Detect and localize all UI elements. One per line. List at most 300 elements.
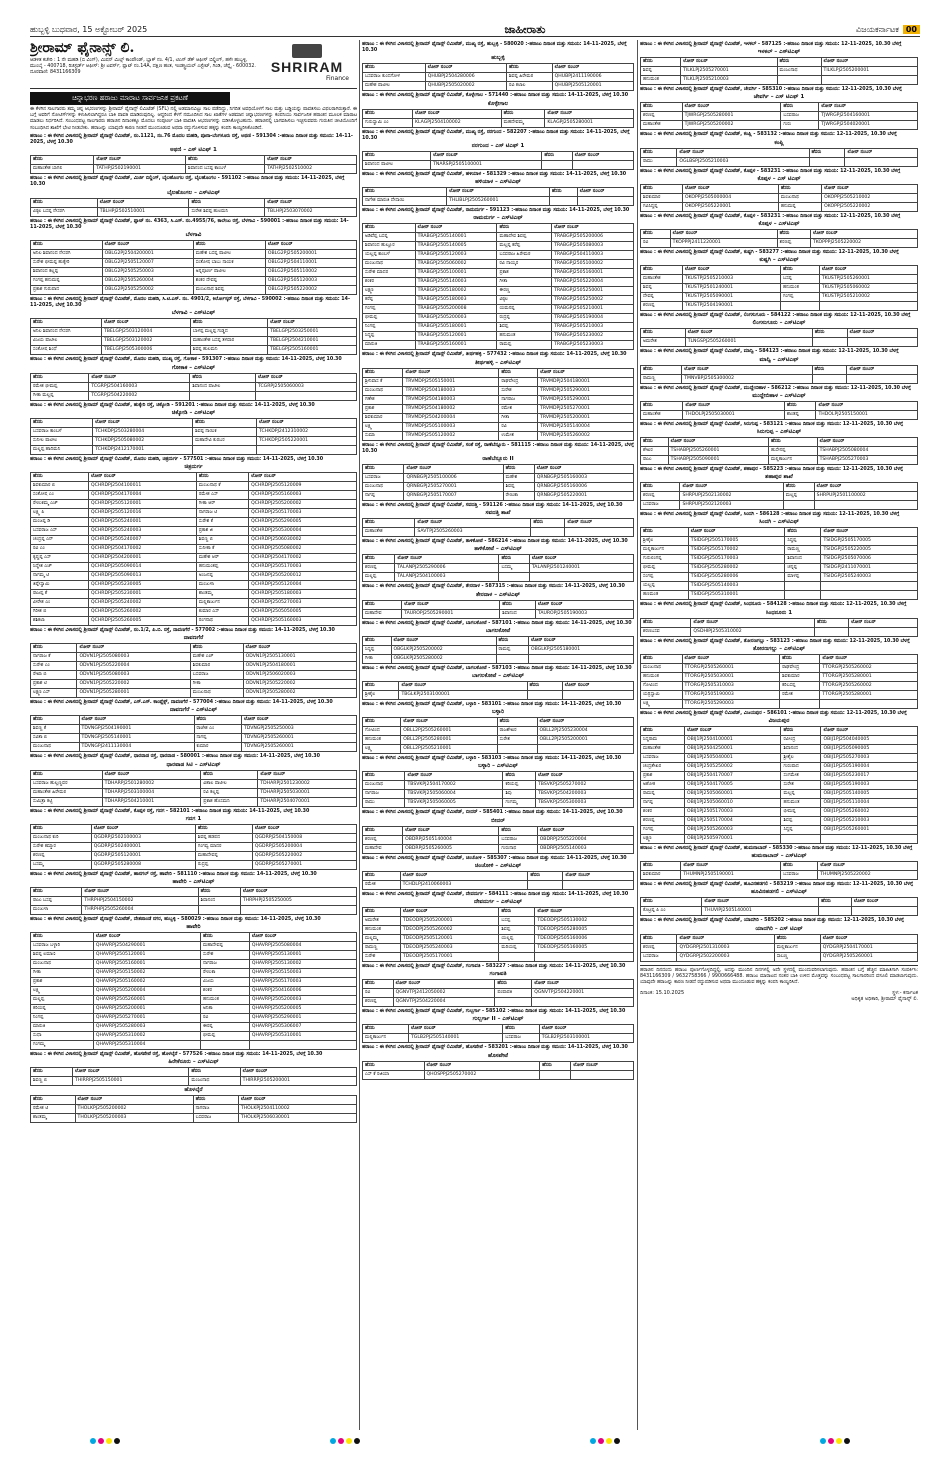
loan-number-cell: TCGRPJ2504220002 [89, 391, 190, 400]
loan-number-cell: TSIDGPJ2505170002 [688, 546, 785, 555]
borrower-name-cell: ಲಕ್ಷ್ಮಣ ಎಸ್ [31, 689, 77, 698]
table-row [31, 250, 357, 259]
loan-number-cell: TRVMDPJ2505290001 [538, 395, 634, 404]
loan-number-cell: QHAVRPJ2505080004 [249, 942, 356, 951]
loan-number-cell: QCHRDPJ2505050005 [249, 608, 357, 617]
loan-number-cell: TRABGPJ2505200006 [552, 233, 634, 242]
column-header: ಲೋನ್ ನಂಬರ್ [552, 64, 633, 73]
loan-number-cell: TTORGPJ2505260002 [820, 663, 918, 672]
loan-number-cell: QYDGRPJ2505260001 [820, 952, 917, 961]
auction-notice: ಹರಾಜು : ಈ ಕೆಳಗಿನ ವಿಳಾಸದಲ್ಲಿ ಶ್ರೀರಾಮ್ ಫೈನಾನ್ಸ್ ಲಿಮಿಟೆಡ್, ಚಿಂಚೋಳಿ - 585307 :-ಹರಾಜು ದಿನಾಂಕ ಮತ್ತು ಸಮಯ: 14-11-2025, ಬೆಳಗ್ಗೆ 10.30 [362, 855, 627, 861]
column-header: ಲೋನ್ ನಂಬರ್ [847, 329, 917, 338]
auction-notice: ಹರಾಜು : ಈ ಕೆಳಗಿನ ವಿಳಾಸದಲ್ಲಿ ಶ್ರೀರಾಮ್ ಫೈನಾನ್ಸ್ ಲಿಮಿಟೆಡ್, ವಿಜಯಪುರ - 586101 :-ಹರಾಜು ದಿನಾಂಕ ಮತ್ತು ಸಮಯ: 12-11-2025, 10.30 ಬೆಳಗ್ಗೆ [640, 710, 907, 716]
column-header: ಲೋನ್ ನಂಬರ್ [408, 1025, 502, 1034]
column-header: ಹೆಸರು [499, 368, 538, 377]
table-row [31, 842, 357, 851]
loan-number-cell: QCHRDPJ2505120001 [89, 500, 197, 509]
column-header: ಹೆಸರು [31, 1068, 73, 1077]
borrower-name-cell: ಅನಿತಾ [200, 1005, 249, 1014]
table-row [31, 581, 357, 590]
borrower-name-cell: ಶಿವಾನಂದ ಪಾಟೀಲ [190, 382, 256, 391]
loan-number-cell: OKOPPJ2505220001 [683, 202, 779, 211]
borrower-name-cell: ರವಿ [200, 1014, 249, 1023]
loan-number-cell: ODVN1PJ2506020003 [243, 671, 356, 680]
borrower-name-cell [549, 197, 577, 206]
borrower-name-cell: ಬಸವರಾಜ [641, 501, 680, 510]
loan-number-cell: TLNGSPJ2505260001 [685, 338, 812, 347]
column-header: ಲೋನ್ ನಂಬರ್ [822, 184, 918, 193]
table-row [641, 835, 918, 844]
borrower-name-cell: ನಾಗಪ್ಪ [641, 799, 685, 808]
signoff [640, 990, 918, 1002]
table-row [641, 76, 918, 85]
column-header: ಹೆಸರು [31, 418, 93, 427]
table-row [641, 302, 918, 311]
auction-notice: ಹರಾಜು : ಈ ಕೆಳಗಿನ ವಿಳಾಸದಲ್ಲಿ ಶ್ರೀರಾಮ್ ಫೈನಾನ್ಸ್ ಲಿಮಿಟೆಡ್, ಹೊಸಪೇಟೆ - 583201 :-ಹರಾಜು ದಿನಾಂಕ ಮತ್ತು ಸಮಯ: 14-11-2025, ಬೆಳಗ್ಗೆ 10.30 [362, 1045, 628, 1051]
column-header: ಲೋನ್ ನಂಬರ್ [91, 824, 195, 833]
column-header: ಹೆಸರು [503, 1025, 539, 1034]
table-row [641, 736, 918, 745]
loan-number-cell: TRABGPJ2505080003 [552, 242, 634, 251]
loan-table [640, 148, 918, 167]
loan-number-cell: TGLB2PJ2505140001 [408, 1034, 502, 1043]
column-header: ಹೆಸರು [531, 519, 565, 528]
column-header: ಹೆಸರು [641, 365, 682, 374]
loan-number-cell: QCHRDPJ2505300004 [249, 527, 357, 536]
loan-number-cell: QGDRPJ2504150008 [252, 833, 356, 842]
branch-title: ಹಾವೇರಿ – ಎಸ್‌ಟಿಎಫ್ [172, 879, 215, 886]
loan-number-cell: QGDRPJ2505220002 [252, 851, 356, 860]
loan-number-cell [565, 528, 634, 537]
borrower-name-cell: ರವೀಂದ್ರ [781, 736, 821, 745]
column-header: ಹೆಸರು [641, 528, 689, 537]
branch-title: ತೇರದಾಳ – ಎಸ್‌ಟಿಎಫ್ [475, 591, 521, 598]
column-header: ಲೋನ್ ನಂಬರ್ [535, 908, 634, 917]
borrower-name-cell: ಹಣಮಂತ [641, 591, 689, 600]
loan-number-cell [528, 654, 633, 663]
branch-title: ಕಂಪ್ಲಿ [774, 139, 784, 146]
borrower-name-cell: ಮಂಜುನಾಥ [31, 743, 80, 752]
table-row [31, 1032, 357, 1041]
loan-number-cell: TRVMDPJ2504200004 [403, 413, 499, 422]
column-header: ಹೆಸರು [499, 555, 529, 564]
page-number: 00 [903, 25, 920, 34]
column-header: ಹೆಸರು [812, 329, 847, 338]
borrower-name-cell: ಮಂಜುನಾಥ [190, 689, 243, 698]
truck-icon [292, 44, 322, 58]
loan-number-cell: QCHRDPJ2504170002 [89, 545, 197, 554]
branch-title: ಅಥಣಿ – ಎಸ್ ಟಿಎಫ್ 1 [170, 147, 217, 154]
loan-number-cell: TRABGPJ2505210003 [552, 323, 634, 332]
auction-notice: ಹರಾಜು : ಈ ಕೆಳಗಿನ ವಿಳಾಸದಲ್ಲಿ ಶ್ರೀರಾಮ್ ಫೈನಾನ್ಸ್ ಲಿಮಿಟೆಡ್, ಮುಖ್ಯ ರಸ್ತೆ, ಹುಬ್ಬಳ್ಳಿ - 580020 :-ಹರಾಜು ದಿನಾಂಕ ಮತ್ತು ಸಮಯ: 14-11-2025, ಬೆಳಗ್ಗೆ 10.30 [362, 42, 627, 54]
table-header-row [363, 188, 634, 197]
loan-number-cell: QHAVRPJ2505130002 [249, 960, 356, 969]
table-header-row [31, 241, 357, 250]
branch-title: ಸಿರುಗುಪ್ಪ – ಎಸ್‌ಟಿಎಫ್ [756, 429, 802, 436]
borrower-name-cell: ರಾಮಣ್ಣ [641, 374, 682, 383]
column-header: ಹೆಸರು [549, 188, 577, 197]
borrower-name-cell: ಸಂತೋಷ ಬಾಬು ನಾಯಕ [193, 259, 265, 268]
branch-title: ಚಿತ್ರದುರ್ಗ [184, 464, 203, 471]
table-row [641, 275, 918, 284]
branch-title: ಬೈಲಹೊಂಗಲ – ಎಸ್‌ಟಿಎಫ್ [167, 189, 220, 196]
loan-number-cell: OBIJ1PJ2504170007 [685, 772, 781, 781]
table-row [641, 754, 918, 763]
borrower-name-cell: ರಮೇಶ [780, 690, 820, 699]
loan-table [362, 151, 634, 170]
branch-title: ದಾವಣಗೆರೆ – ಎಸ್‌ಟಿಎಫ್ [169, 707, 218, 714]
borrower-name-cell: ಮಹಾಂತೇಶ [641, 410, 683, 419]
auction-notice: ಹರಾಜು : ಈ ಕೆಳಗಿನ ವಿಳಾಸದಲ್ಲಿ ಶ್ರೀರಾಮ್ ಫೈನಾನ್ಸ್ ಲಿಮಿಟೆಡ್, ಸಿಂದಗಿ - 586128 :-ಹರಾಜು ದಿನಾಂಕ ಮತ್ತು ಸಮಯ: 12-11-2025, 10.30 ಬೆಳಗ್ಗೆ [640, 512, 900, 518]
borrower-name-cell: ಅಮರೇಶ [641, 338, 686, 347]
borrower-name-cell: ಕುಮಾರ ಎಸ್ [196, 608, 248, 617]
loan-number-cell: OBIJ1PJ2505190003 [821, 781, 918, 790]
company-header [30, 40, 357, 89]
loan-number-cell: TBSVKPJ2505270002 [536, 781, 634, 790]
column-header: ಲೋನ್ ನಂಬರ್ [702, 898, 819, 907]
table-row [641, 943, 918, 952]
column-header: ಹೆಸರು [542, 152, 572, 161]
column-header: ಹೆಸರು [190, 644, 243, 653]
loan-number-cell: OBIJ1PJ2505260001 [821, 826, 918, 835]
column-header: ಹೆಸರು [31, 770, 103, 779]
borrower-name-cell: ನಾಗರಾಜ ಕೆ [31, 653, 77, 662]
borrower-name-cell: ಮಹೇಶ ಪಾಟೀಲ [363, 82, 426, 91]
loan-number-cell: TRVMDPJ2505120002 [403, 431, 499, 440]
loan-number-cell: OBLG2PJ2504110001 [265, 259, 356, 268]
borrower-name-cell: ಮಹೇಶ ಎಚ್ [190, 653, 243, 662]
column-header: ಹೆಸರು [189, 198, 265, 207]
loan-number-cell: OBIJ1PJ2505970001 [685, 835, 781, 844]
loan-number-cell: KLAGPJ2505280001 [545, 118, 634, 127]
loan-number-cell: TJWRGPJ2505280001 [682, 112, 781, 121]
table-header-row [363, 682, 634, 691]
column-divider [637, 40, 638, 1430]
loan-table [30, 932, 357, 1050]
borrower-name-cell [781, 835, 821, 844]
borrower-name-cell: ಶಾಂತಮ್ಮ [31, 1114, 76, 1123]
auction-notice: ಹರಾಜು : ಈ ಕೆಳಗಿನ ವಿಳಾಸದಲ್ಲಿ ಶ್ರೀರಾಮ್ ಫೈನಾನ್ಸ್ ಲಿಮಿಟೆಡ್, ಶಹಾಪುರ - 585223 :-ಹರಾಜು ದಿನಾಂಕ ಮತ್ತು ಸಮಯ: 12-11-2025, 10.30 ಬೆಳಗ್ಗೆ [640, 467, 903, 473]
table-row [31, 391, 357, 400]
loan-number-cell [814, 501, 917, 510]
borrower-name-cell: ಈರಣ್ಣ [497, 287, 552, 296]
borrower-name-cell: ಶಿವಾನಂದ ಪಾಟೀಲ [363, 161, 431, 170]
loan-number-cell: ODVN1PJ2505080003 [77, 653, 190, 662]
table-row [31, 833, 357, 842]
borrower-name-cell: ರವಿ [641, 239, 671, 248]
loan-number-cell: QGNVTPJ2504220004 [393, 998, 495, 1007]
loan-number-cell [562, 691, 633, 700]
loan-number-cell: TDEODPJ2505200001 [400, 917, 499, 926]
loan-number-cell: THRPHPJ2505260004 [82, 906, 198, 915]
table-row [31, 951, 357, 960]
column-header: ಹೆಸರು [186, 156, 265, 165]
borrower-name-cell: ಶಂಕರ [200, 987, 249, 996]
loan-table [30, 643, 357, 698]
table-row [31, 346, 357, 355]
borrower-name-cell: ಗುರುನಾಥ [499, 844, 537, 853]
loan-number-cell: TBELGPJ2503250001 [268, 328, 357, 337]
loan-number-cell: TSIDGPJ2505220005 [821, 546, 918, 555]
borrower-name-cell: ಬಸವರಾಜ [781, 112, 819, 121]
borrower-name-cell: ಶಿವಪ್ಪ ಲಮಾಣಿ [31, 951, 94, 960]
borrower-name-cell: ನಾಗೇಶ ಮಾರುತಿ ದೇಸಾಯಿ [363, 197, 447, 206]
loan-number-cell [847, 374, 918, 383]
loan-number-cell: QCHRDPJ2504170002 [249, 554, 357, 563]
loan-number-cell: QHUBPJ2411190006 [552, 73, 633, 82]
column-header: ಹೆಸರು [195, 824, 252, 833]
column-header: ಲೋನ್ ನಂಬರ್ [431, 152, 542, 161]
column-header: ಹೆಸರು [363, 980, 394, 989]
column-header: ಹೆಸರು [363, 600, 402, 609]
table-header-row [641, 862, 918, 871]
table-row [363, 197, 634, 206]
branch-title: ಕೊಪ್ಪಳ – ಎಸ್‌ಟಿಎಫ್ [758, 221, 800, 228]
loan-number-cell: SAVTPJ2505260003 [415, 528, 531, 537]
table-header-row [641, 329, 918, 338]
branch-title: ದಾವಣಗೆರೆ [183, 635, 204, 642]
borrower-name-cell: ಕರಿಬಸಪ್ಪ [780, 681, 820, 690]
auction-notice: ಹರಾಜು : ಈ ಕೆಳಗಿನ ವಿಳಾಸದಲ್ಲಿ ಶ್ರೀರಾಮ್ ಫೈನಾನ್ಸ್ ಲಿಮಿಟೆಡ್, ಕಂಪ್ಲಿ - 583132 :-ಹರಾಜು ದಿನಾಂಕ ಮತ್ತು ಸಮಯ: 12-11-2025, 10.30 ಬೆಳಗ್ಗೆ [640, 132, 897, 138]
borrower-name-cell: ಮಂಜುಳಾ [196, 581, 248, 590]
column-header: ಲೋನ್ ನಂಬರ್ [821, 58, 917, 67]
borrower-name-cell: ಮಹೇಶ ಬಸಪ್ಪ ಪಾಟೀಲ [193, 250, 265, 259]
loan-number-cell: QCHRDPJ2505180003 [249, 590, 357, 599]
table-row [641, 374, 918, 383]
borrower-name-cell: ಹನುಮಂತ [200, 996, 249, 1005]
borrower-name-cell: ರಮೇಶ ಭೀಮಪ್ಪ [31, 382, 89, 391]
borrower-name-cell: ಹನುಮಂತ [781, 799, 821, 808]
loan-table [362, 907, 634, 962]
borrower-name-cell: ಹನುಮಂತ [641, 76, 681, 85]
borrower-name-cell: ನಾಗರಾಜ [193, 1105, 238, 1114]
loan-number-cell: TRVMDPJ2505200001 [538, 413, 634, 422]
loan-number-cell: OBIJ1PJ2505060001 [685, 790, 781, 799]
loan-number-cell: QYDGRPJ2502200003 [677, 952, 774, 961]
table-row [641, 293, 918, 302]
table-row [31, 165, 357, 174]
loan-number-cell: TDEODPJ2505130002 [535, 917, 634, 926]
loan-number-cell: TTORGPJ2505260001 [682, 663, 780, 672]
column-header: ಲೋನ್ ನಂಬರ್ [102, 241, 193, 250]
table-row [641, 790, 918, 799]
loan-number-cell: QGDRPJ2502400001 [91, 842, 195, 851]
table-row [641, 781, 918, 790]
column-header: ಲೋನ್ ನಂಬರ್ [817, 438, 917, 447]
column-header: ಲೋನ್ ನಂಬರ್ [424, 1061, 540, 1070]
column-header: ಹೆಸರು [814, 618, 848, 627]
loan-number-cell: QCHRDPJ2505120016 [89, 509, 197, 518]
header-masthead [690, 25, 920, 35]
black-dot [844, 1438, 850, 1444]
borrower-name-cell: ಹನುಮಂತ [363, 736, 401, 745]
auction-notice: ಹರಾಜು : ಈ ಕೆಳಗಿನ ವಿಳಾಸದಲ್ಲಿ ಶ್ರೀರಾಮ್ ಫೈನಾನ್ಸ್ ಲಿಮಿಟೆಡ್, ಸಿರುಗುಪ್ಪ - 583121 :-ಹರಾಜು ದಿನಾಂಕ ಮತ್ತು ಸಮಯ: 12-11-2025, 10.30 ಬೆಳಗ್ಗೆ [640, 421, 903, 427]
column-header: ಹೆಸರು [641, 329, 686, 338]
column-header: ಹೆಸರು [31, 888, 82, 897]
loan-table [362, 109, 634, 128]
borrower-name-cell: ಮಂಜುನಾಥ [777, 67, 821, 76]
table-row [363, 844, 634, 853]
column-header: ಹೆಸರು [189, 1068, 240, 1077]
loan-number-cell [537, 745, 634, 754]
column-header: ಹೆಸರು [641, 438, 669, 447]
column-header: ಲೋನ್ ನಂಬರ್ [529, 555, 633, 564]
borrower-name-cell: ಗೀತಾ [499, 413, 538, 422]
borrower-name-cell: ಭೀಮಪ್ಪ [200, 1032, 249, 1041]
loan-number-cell: TKUSTPJ2505060002 [819, 284, 917, 293]
loan-number-cell: TSHABPJ2505260001 [668, 447, 768, 456]
borrower-name-cell: ಮಹಾಂತೇಶ [641, 745, 685, 754]
borrower-name-cell: ಬಸವರಾಜ [363, 474, 404, 483]
table-row [641, 338, 918, 347]
column-header: ಹೆಸರು [781, 103, 819, 112]
column-header: ಲೋನ್ ನಂಬರ್ [821, 727, 918, 736]
loan-number-cell: TCHKDPJ2503280004 [93, 427, 193, 436]
table-row [641, 284, 918, 293]
borrower-name-cell: ಬಸವರಾಜ ಕಾಂಬಳೆ [31, 427, 93, 436]
borrower-name-cell [540, 1070, 571, 1079]
column-header: ಲೋನ್ ನಂಬರ್ [400, 908, 499, 917]
loan-number-cell: OBIJ1PJ2504170005 [685, 781, 781, 790]
borrower-name-cell: ಗಂಗಮ್ಮ [503, 799, 536, 808]
table-header-row [641, 934, 918, 943]
column-header: ಲೋನ್ ನಂಬರ್ [75, 1096, 193, 1105]
loan-number-cell: TALANPJ2501240001 [529, 564, 633, 573]
column-header: ಲೋನ್ ನಂಬರ್ [412, 109, 501, 118]
column-header: ಹೆಸರು [641, 654, 683, 663]
table-row [31, 779, 357, 788]
table-row [363, 323, 634, 332]
loan-number-cell: QHAVRPJ2505306007 [249, 1023, 356, 1032]
loan-number-cell: QCHRDPJ2505270003 [249, 599, 357, 608]
borrower-name-cell: ಲಕ್ಷ್ಮಣ [641, 835, 685, 844]
loan-number-cell: TRABGPJ2505220004 [552, 278, 634, 287]
loan-number-cell: SHRPUPJ2502130002 [680, 492, 783, 501]
loan-number-cell: OBIJ1PJ2504250001 [685, 745, 781, 754]
column-header: ಲೋನ್ ನಂಬರ್ [577, 188, 633, 197]
loan-number-cell: OBLG2PJ2505110002 [265, 268, 356, 277]
branch-title: ತೋರಣಗಲ್ಲು – ಎಸ್‌ಟಿಎಫ್ [752, 645, 806, 652]
borrower-name-cell: ಮಲ್ಲಮ್ಮ [363, 935, 401, 944]
branch-title: ಮಾನ್ವಿ – ಎಸ್‌ಟಿಎಫ್ [759, 356, 799, 363]
auction-notice: ಹರಾಜು : ಈ ಕೆಳಗಿನ ವಿಳಾಸದಲ್ಲಿ ಶ್ರೀರಾಮ್ ಫೈನಾನ್ಸ್ ಲಿಮಿಟೆಡ್, ಮುದ್ದೇಬಿಹಾಳ - 586212 :-ಹರಾಜು ದಿನಾಂಕ ಮತ್ತು ಸಮಯ: 12-11-2025, 10.30 ಬೆಳಗ್ಗೆ [640, 385, 911, 391]
loan-number-cell: QCHRDPJ2505240007 [89, 536, 197, 545]
borrower-name-cell: ಶಿವಪ್ಪ ನಾಯಿಕ [193, 427, 257, 436]
borrower-name-cell: ಶಿವಪ್ಪ [641, 67, 681, 76]
table-row [641, 663, 918, 672]
auction-notice: ಹರಾಜು : ಈ ಕೆಳಗಿನ ವಿಳಾಸದಲ್ಲಿ ಶ್ರೀರಾಮ್ ಫೈನಾನ್ಸ್ ಲಿಮಿಟೆಡ್, ಸಿಂಧನೂರು - 584128 :-ಹರಾಜು ದಿನಾಂಕ ಮತ್ತು ಸಮಯ: 12-11-2025, 10.30 ಬೆಳಗ್ಗೆ [640, 602, 907, 608]
table-header-row [363, 109, 634, 118]
table-header-row [641, 365, 918, 374]
column-header: ಲೋನ್ ನಂಬರ್ [89, 373, 190, 382]
borrower-name-cell [812, 374, 847, 383]
loan-number-cell: TSHABPJ2505090001 [668, 456, 768, 465]
auction-notice: ಹರಾಜು : ಈ ಕೆಳಗಿನ ವಿಳಾಸದಲ್ಲಿ ಶ್ರೀರಾಮ್ ಫೈನಾನ್ಸ್ ಲಿಮಿಟೆಡ್, ದೇಶಪಾಂಡೆ ನಗರ, ಹುಬ್ಬಳ್ಳಿ - 580029 :-ಹರಾಜು ದಿನಾಂಕ ಮತ್ತು ಸಮಯ: 14-11-2025, ಬೆಳಗ್ಗೆ 10.30 [30, 917, 321, 923]
column-header: ಲೋನ್ ನಂಬರ್ [265, 156, 357, 165]
borrower-name-cell: ಸಂಗಮೇಶ [781, 772, 821, 781]
loan-number-cell: TSIDGPJ2505170005 [688, 537, 785, 546]
column-header: ಹೆಸರು [641, 58, 681, 67]
column-header: ಹೆಸರು [780, 654, 820, 663]
loan-number-cell: TRVMDPJ2505290001 [538, 386, 634, 395]
table-header-row [641, 528, 918, 537]
column-header: ಲೋನ್ ನಂಬರ್ [685, 329, 812, 338]
borrower-name-cell: ಶಿವಕುಮಾರ [780, 672, 820, 681]
borrower-name-cell: ನಾಗಪ್ಪ [363, 492, 404, 501]
borrower-name-cell: ಶಿವಾನಂದ [785, 555, 821, 564]
borrower-name-cell: ಸುಮಿತ್ರಾ ಕಟ್ಟಿ [31, 797, 103, 806]
table-header-row [31, 418, 357, 427]
loan-number-cell: QHUBPJ2504280006 [425, 73, 506, 82]
table-header-row [363, 871, 634, 880]
column-header: ಲೋನ್ ನಂಬರ್ [415, 519, 531, 528]
loan-number-cell: TDHARPJ2503100004 [102, 788, 201, 797]
table-row [363, 474, 634, 483]
column-header: ಲೋನ್ ನಂಬರ್ [682, 654, 780, 663]
borrower-name-cell: ಮಹಾದೇವಪ್ಪ [200, 942, 249, 951]
branch-title: ನರಗುಂದ – ಎಸ್ ಟಿಎಫ್ 1 [471, 143, 525, 150]
column-header: ಲೋನ್ ನಂಬರ್ [535, 600, 633, 609]
table-row [641, 202, 918, 211]
auction-notice: ಹರಾಜು : ಈ ಕೆಳಗಿನ ವಿಳಾಸದಲ್ಲಿ ಶ್ರೀರಾಮ್ ಫೈನಾನ್ಸ್ ಲಿಮಿಟೆಡ್, ತೋರಣಗಲ್ಲು - 583123 :-ಹರಾಜು ದಿನಾಂಕ ಮತ್ತು ಸಮಯ: 12-11-2025, 10.30 ಬೆಳಗ್ಗೆ [640, 638, 910, 644]
loan-number-cell: QCHRDPJ2505260005 [89, 617, 197, 626]
table-header-row [641, 230, 918, 239]
loan-number-cell [851, 907, 917, 916]
loan-number-cell: TDHARPJ2505030001 [258, 788, 357, 797]
borrower-name-cell: ಸುಮಾ [363, 431, 403, 440]
borrower-name-cell: ಚಂದ್ರಪ್ಪ ಎನ್ [31, 536, 89, 545]
table-row [31, 942, 357, 951]
table-row [363, 781, 634, 790]
table-row [641, 573, 918, 582]
borrower-name-cell: ರವಿ [499, 422, 538, 431]
table-row [363, 296, 634, 305]
loan-number-cell: TRABGPJ2505100001 [415, 269, 497, 278]
auction-notice: ಹರಾಜು : ಈ ಕೆಳಗಿನ ವಿಳಾಸದಲ್ಲಿ ಶ್ರೀರಾಮ್ ಫೈನಾನ್ಸ್ ಲಿಮಿಟೆಡ್, ಕೊಳ್ಳೇಗಾಲ - 571440 :-ಹರಾಜು ದಿನಾಂಕ ಮತ್ತು ಸಮಯ: 14-11-2025, ಬೆಳಗ್ಗೆ 10.30 [362, 93, 629, 99]
branch-title: ಬಳ್ಳಾರಿ – ಎಸ್‌ಟಿಎಫ್ [478, 763, 518, 770]
loan-number-cell: TTORGPJ2505190003 [682, 690, 780, 699]
column-header: ಹೆಸರು [31, 319, 102, 328]
column-header: ಹೆಸರು [201, 770, 258, 779]
loan-table [362, 871, 634, 890]
borrower-name-cell: ಪಂಪಾಪತಿ [495, 989, 532, 998]
column-header: ಹೆಸರು [641, 401, 683, 410]
borrower-name-cell: ಮಹಾದೇವಪ್ಪ [195, 851, 252, 860]
loan-table [30, 155, 357, 174]
table-header-row [641, 401, 918, 410]
borrower-name-cell: ಹನುಮಪ್ಪ [778, 202, 821, 211]
loan-number-cell [535, 953, 634, 962]
loan-number-cell: QGDRPJ2502100003 [91, 833, 195, 842]
borrower-name-cell: ಮಂಜುನಾಥ [641, 663, 683, 672]
loan-number-cell: THOLKPJ2504110002 [238, 1105, 356, 1114]
borrower-name-cell: ಶಿವಪ್ಪ [503, 483, 534, 492]
branch-title: ಕುಷ್ಟಗಿ – ಎಸ್‌ಟಿಎಫ್ [759, 257, 799, 264]
borrower-name-cell: ಸುರೇಶ ಶಿವಪ್ಪ ಹುಲಮನಿ [189, 207, 265, 216]
borrower-name-cell: ಶಿವಪ್ಪ ಹಡಪದ [195, 833, 252, 842]
footer-paragraph: ಹರಾಜಿನ ದಿನದಂದು ಹರಾಜು ಪೂರ್ಣಗೊಳ್ಳದಿದ್ದಲ್ಲಿ, ಅದನ್ನು ಮುಂದಿನ ದಿನಗಳಲ್ಲಿ ಅದೇ ಸ್ಥಳದಲ್ಲಿ ಮುಂದುವರಿಸಲಾಗುವುದು. ಹರಾಜಿನ ಬಗ್ಗೆ ಹೆಚ್ಚಿನ ಮಾಹಿತಿಗಾಗಿ ಸಂಪರ್ಕಿಸಿ: 8431166309 / 9632758366 / 9900666488. ಹರಾಜು ಮಾರಾಟದ ನಂತರ ಬಾಕಿ ಉಳಿದ ಮೊತ್ತವನ್ನು ಸಂಬಂಧಪಟ್ಟ ಸಾಲಗಾರರಿಂದ ವಸೂಲಿ ಮಾಡಲಾಗುವುದು. ಯಾವುದೇ ಹರಾಜನ್ನು ಕಾರಣ ನೀಡದೆ ರದ್ದುಪಡಿಸುವ ಅಥವಾ ಮುಂದೂಡುವ ಹಕ್ಕನ್ನು ಕಂಪನಿ ಕಾಯ್ದಿರಿಸಿದೆ. [640, 965, 918, 987]
table-row [31, 617, 357, 626]
table-row [641, 447, 918, 456]
logo-sub: Finance [326, 75, 349, 82]
borrower-name-cell: ಗಿರೀಶ ಬಿ [31, 608, 89, 617]
column-header: ಲೋನ್ ನಂಬರ್ [849, 618, 918, 627]
table-row [31, 328, 357, 337]
loan-table [30, 198, 357, 217]
loan-table [362, 63, 634, 91]
loan-number-cell: OBDRPJ2505140003 [537, 844, 633, 853]
borrower-name-cell [528, 880, 563, 889]
